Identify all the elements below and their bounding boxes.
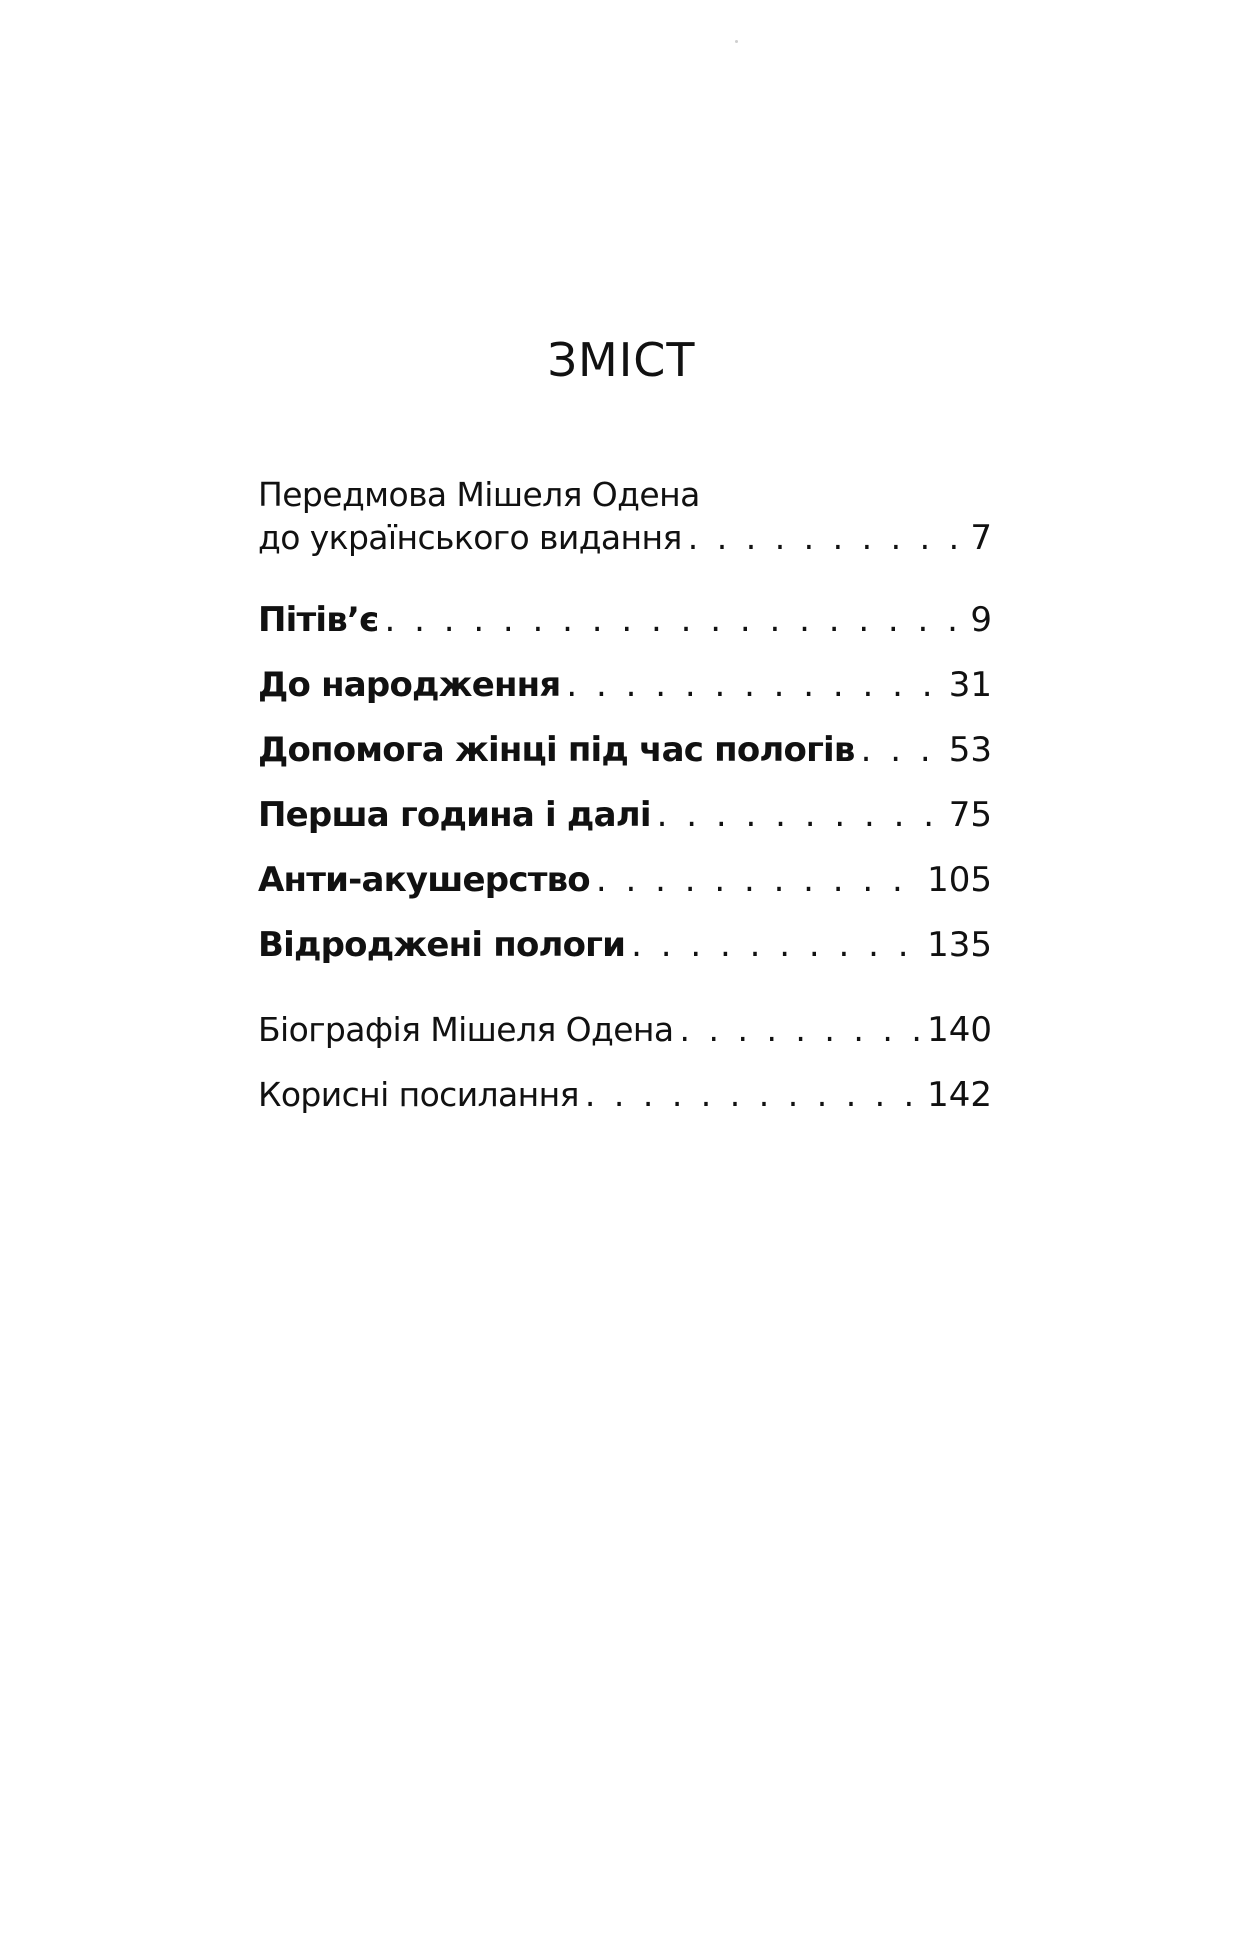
dot-leader	[861, 728, 943, 772]
dot-leader	[566, 663, 942, 707]
scan-speck	[735, 40, 738, 43]
dot-leader	[585, 1073, 921, 1117]
toc-page-number: 140	[927, 1010, 992, 1050]
toc-entry-preface[interactable]	[258, 516, 992, 560]
page-title: ЗМІСТ	[547, 333, 696, 387]
toc-entry-text: Корисні посилання	[258, 1075, 579, 1114]
toc-entry-text: Допомога жінці під час пологів	[258, 730, 855, 770]
toc-page-number: 9	[970, 600, 992, 640]
dot-leader	[596, 858, 921, 902]
dot-leader	[680, 1008, 922, 1052]
toc-entry-chapter[interactable]	[258, 598, 992, 642]
toc-page-number: 75	[948, 795, 992, 835]
toc-entry-text: до українського видання	[258, 518, 682, 557]
toc-entry-text: Біографія Мішеля Одена	[258, 1010, 674, 1049]
toc-entry-appendix[interactable]	[258, 1073, 992, 1117]
dot-leader	[657, 793, 943, 837]
toc-entry-chapter[interactable]	[258, 728, 992, 772]
dot-leader	[688, 516, 965, 560]
toc-page-number: 135	[927, 925, 992, 965]
toc-page-number: 105	[927, 860, 992, 900]
toc-entry-text: Перша година і далі	[258, 795, 651, 835]
toc-entry-chapter[interactable]	[258, 663, 992, 707]
toc-entry-appendix[interactable]	[258, 1008, 992, 1052]
dot-leader	[384, 598, 964, 642]
toc-entry-text: Передмова Мішеля Одена	[258, 475, 700, 514]
toc-page-number: 31	[948, 665, 992, 705]
toc-entry-text: До народження	[258, 665, 561, 705]
toc-page-number: 53	[948, 730, 992, 770]
toc-entry-text: Пітів’є	[258, 600, 379, 640]
toc-entry-chapter[interactable]	[258, 923, 992, 967]
toc-page-number: 142	[927, 1075, 992, 1115]
toc-entry-preface-line1	[258, 473, 992, 517]
toc-page-number: 7	[970, 518, 992, 558]
toc-entry-text: Відроджені пологи	[258, 925, 626, 965]
toc-entry-chapter[interactable]	[258, 793, 992, 837]
toc-entry-text: Анти-акушерство	[258, 860, 590, 900]
toc-entry-chapter[interactable]	[258, 858, 992, 902]
dot-leader	[631, 923, 921, 967]
